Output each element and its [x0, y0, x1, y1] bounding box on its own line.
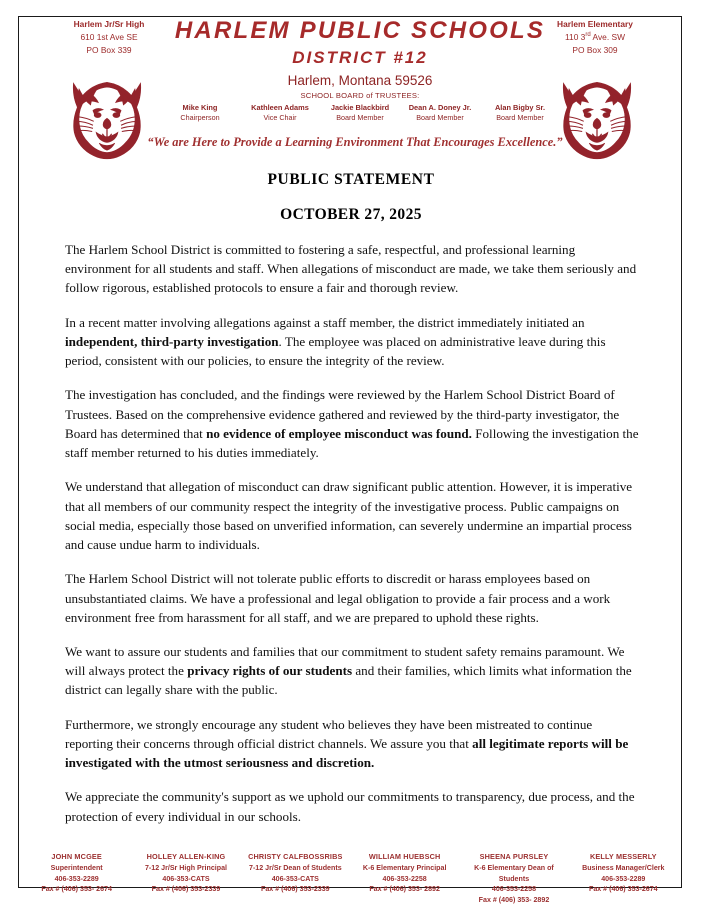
staff-fax: Fax # (406) 353-2674 [588, 885, 658, 894]
staff-title: 7-12 Jr/Sr Dean of Students [249, 863, 342, 872]
statement-paragraph [65, 477, 643, 554]
staff-phone: 406-353-CATS [162, 874, 210, 883]
masthead [170, 18, 550, 100]
letterhead [20, 17, 680, 149]
body-text: We understand that allegation of misconduct can draw significant public attention. However, it is imperative that all members of our community respect the integrity of the investigative process. Public campaigns on social media, especially those based on unverified information, can severely undermine an impartial process and cause undue harm to individuals. [65, 479, 633, 553]
staff-phone: 406-353-2289 [54, 874, 99, 883]
staff-title: 7-12 Jr/Sr High Principal [144, 863, 227, 872]
elementary-name: Harlem Elementary [557, 19, 633, 29]
elementary-street-ordinal: rd [585, 32, 591, 39]
page-title: PUBLIC STATEMENT [267, 171, 435, 188]
trustee-entry [240, 102, 320, 124]
trustee-role: Board Member [336, 113, 384, 123]
emphasis-text: independent, third-party investigation [65, 333, 279, 349]
district-name: HARLEM PUBLIC SCHOOLS [174, 17, 546, 44]
body-text: We appreciate the community's support as we uphold our commitments to transparency, due process, and the protection of every individual in our schools. [65, 789, 635, 824]
trustees-heading: SCHOOL BOARD of TRUSTEES: [300, 91, 420, 101]
staff-fax: Fax # (406) 353- 2892 [369, 885, 440, 894]
trustee-role: Board Member [496, 113, 544, 123]
staff-name: HOLLEY ALLEN-KING [146, 852, 226, 861]
staff-fax: Fax # (406) 353-2339 [151, 885, 221, 894]
staff-contact [569, 852, 678, 895]
statement-paragraph [65, 569, 643, 627]
statement-paragraph [65, 240, 643, 298]
body-text: The Harlem School District will not tolerate public efforts to discredit or harass employees based on unsubstantiated claims. We have a professional and legal obligation to provide a fair process and a work environment free from harassment for all staff, and we are prepared to uphold these rights. [65, 571, 611, 625]
body-text: Following the investigation the staff member returned to his duties immediately. [65, 425, 639, 461]
trustee-entry [480, 102, 560, 124]
trustee-name: Alan Bigby Sr. [494, 103, 546, 112]
staff-name: WILLIAM HUEBSCH [368, 852, 441, 861]
emphasis-text: all legitimate reports will be investigated with the utmost seriousness and discretion. [65, 735, 629, 771]
trustee-name: Dean A. Doney Jr. [408, 103, 472, 112]
body-text: In a recent matter involving allegations against a staff member, the district immediately initiated an [65, 314, 585, 330]
district-tagline: “We are Here to Provide a Learning Environment That Encourages Excellence.” [147, 135, 563, 149]
trustee-name: Kathleen Adams [251, 103, 309, 112]
staff-fax: Fax # (406) 353- 2674 [41, 885, 112, 894]
trustee-role: Board Member [416, 113, 464, 123]
statement-date: OCTOBER 27, 2025 [280, 206, 422, 223]
staff-fax: Fax # (406) 353- 2892 [478, 895, 550, 904]
staff-phone: 406-353-2258 [491, 885, 537, 894]
trustee-name: Jackie Blackbird [330, 103, 390, 112]
staff-title: K-6 Elementary Principal [362, 863, 447, 872]
jr-sr-high-name: Harlem Jr/Sr High [73, 19, 145, 29]
statement-paragraph [65, 385, 643, 462]
staff-title: K-6 Elementary Dean of Students [474, 863, 554, 883]
emphasis-text: no evidence of employee misconduct was found. [206, 425, 472, 441]
staff-phone: 406-353-2289 [601, 874, 646, 883]
elementary-street-suffix: Ave. SW [590, 32, 625, 43]
trustee-entry [160, 102, 240, 124]
trustee-role: Chairperson [180, 113, 220, 123]
body-text: The investigation has concluded, and the findings were reviewed by the Harlem School District Board of Trustees. Based on the comprehensive evidence gathered and reviewed by the third-party investigator, the Board has determined that [65, 387, 620, 441]
district-city-state-zip: Harlem, Montana 59526 [287, 72, 433, 88]
elementary-street-number: 110 3 [565, 32, 586, 43]
bobcat-mascot-icon [558, 76, 636, 162]
staff-contact [459, 852, 568, 906]
staff-name: SHEENA PURSLEY [479, 852, 549, 861]
statement-body [65, 240, 643, 841]
staff-name: CHRISTY CALFBOSSRIBS [248, 852, 343, 861]
letterhead-left-address [34, 18, 184, 57]
emphasis-text: privacy rights of our students [187, 663, 353, 679]
elementary-po-box: PO Box 309 [572, 45, 618, 56]
jr-sr-high-street: 610 1st Ave SE [80, 32, 138, 43]
bobcat-mascot-icon [68, 76, 146, 162]
body-text: . The employee was placed on administrative leave during this period, consistent with our policies, to ensure the integrity of the review. [65, 333, 606, 369]
statement-paragraph [65, 313, 643, 371]
staff-name: JOHN MCGEE [51, 852, 102, 861]
trustee-entry [320, 102, 400, 124]
body-text: We want to assure our students and families that our commitment to student safety remains paramount. We will always protect the [65, 643, 625, 679]
district-number: DISTRICT #12 [292, 47, 428, 67]
staff-contact [22, 852, 131, 895]
jr-sr-high-po-box: PO Box 339 [86, 45, 132, 56]
staff-phone: 406-353-CATS [271, 874, 319, 883]
staff-title: Superintendent [50, 863, 103, 872]
trustee-role: Vice Chair [263, 113, 297, 123]
staff-contact [241, 852, 350, 895]
body-text: Furthermore, we strongly encourage any student who believes they have been mistreated to continue reporting their concerns through official district channels. We assure you that [65, 716, 593, 751]
trustee-name: Mike King [182, 103, 218, 112]
statement-paragraph [65, 715, 643, 773]
trustee-entry [400, 102, 480, 124]
body-text: The Harlem School District is committed to fostering a safe, respectful, and professional learning environment for all students and staff. When allegations of misconduct are made, we take them seriously and follow rigorous, established protocols to ensure a fair and thorough review. [65, 242, 637, 296]
staff-phone: 406-353-2258 [382, 874, 427, 883]
staff-contact [131, 852, 240, 895]
body-text: and their families, which limits what information the district can legally share with the public. [65, 663, 632, 698]
staff-name: KELLY MESSERLY [589, 852, 657, 861]
staff-fax: Fax # (406) 353-2339 [261, 885, 330, 894]
staff-contact [350, 852, 459, 895]
statement-paragraph [65, 787, 643, 825]
board-of-trustees-list [160, 102, 560, 124]
statement-paragraph [65, 642, 643, 700]
staff-contact-footer [22, 852, 678, 906]
staff-title: Business Manager/Clerk [582, 863, 665, 872]
